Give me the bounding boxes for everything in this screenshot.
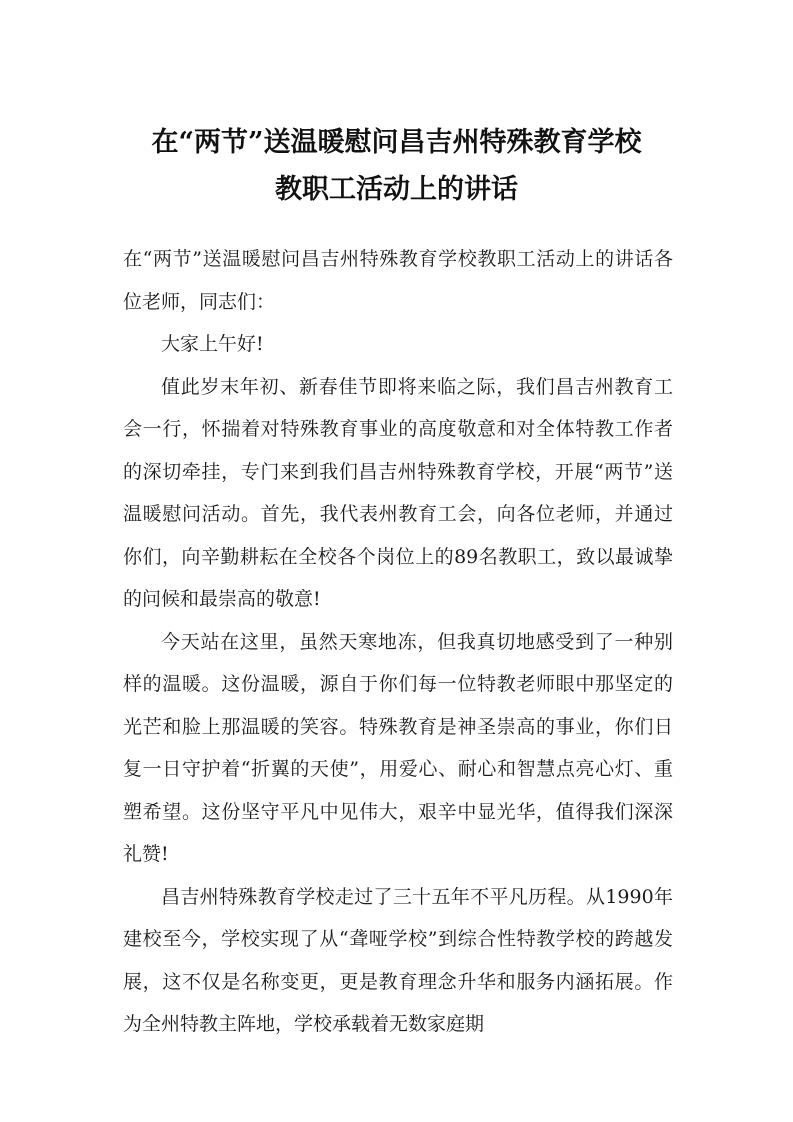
paragraph-warmth: 今天站在这里，虽然天寒地冻，但我真切地感受到了一种别样的温暖。这份温暖，源自于你们每一位特教老师眼中那坚定的光芒和脸上那温暖的笑容。特殊教育是神圣崇高的事业，你们日复一日守护着“折翼的天使”，用爱心、耐心和智慧点亮心灯、重塑希望。这份坚守平凡中见伟大，艰辛中显光华，值得我们深深礼赞! <box>123 630 673 865</box>
document-title-line-2: 教职工活动上的讲话 <box>275 174 518 205</box>
document-body <box>123 238 673 1046</box>
paragraph-history: 昌吉州特殊教育学校走过了三十五年不平凡历程。从1990年建校至今，学校实现了从“聋哑学校”到综合性特教学校的跨越发展，这不仅是名称变更，更是教育理念升华和服务内涵拓展。作为全州特教主阵地，学校承载着无数家庭期 <box>123 885 673 1035</box>
paragraph-salutation: 在“两节”送温暖慰问昌吉州特殊教育学校教职工活动上的讲话各位老师，同志们： <box>123 248 673 313</box>
paragraph-intro: 值此岁末年初、新春佳节即将来临之际，我们昌吉州教育工会一行，怀揣着对特殊教育事业的高度敬意和对全体特教工作者的深切牵挂，专门来到我们昌吉州特殊教育学校，开展“两节”送温暖慰问活动。首先，我代表州教育工会，向各位老师，并通过你们，向辛勤耕耘在全校各个岗位上的89名教职工，致以最诚挚的问候和最崇高的敬意! <box>123 375 673 610</box>
document-title-line-1: 在“两节”送温暖慰问昌吉州特殊教育学校 <box>151 127 642 158</box>
paragraph-greeting: 大家上午好! <box>161 333 264 355</box>
